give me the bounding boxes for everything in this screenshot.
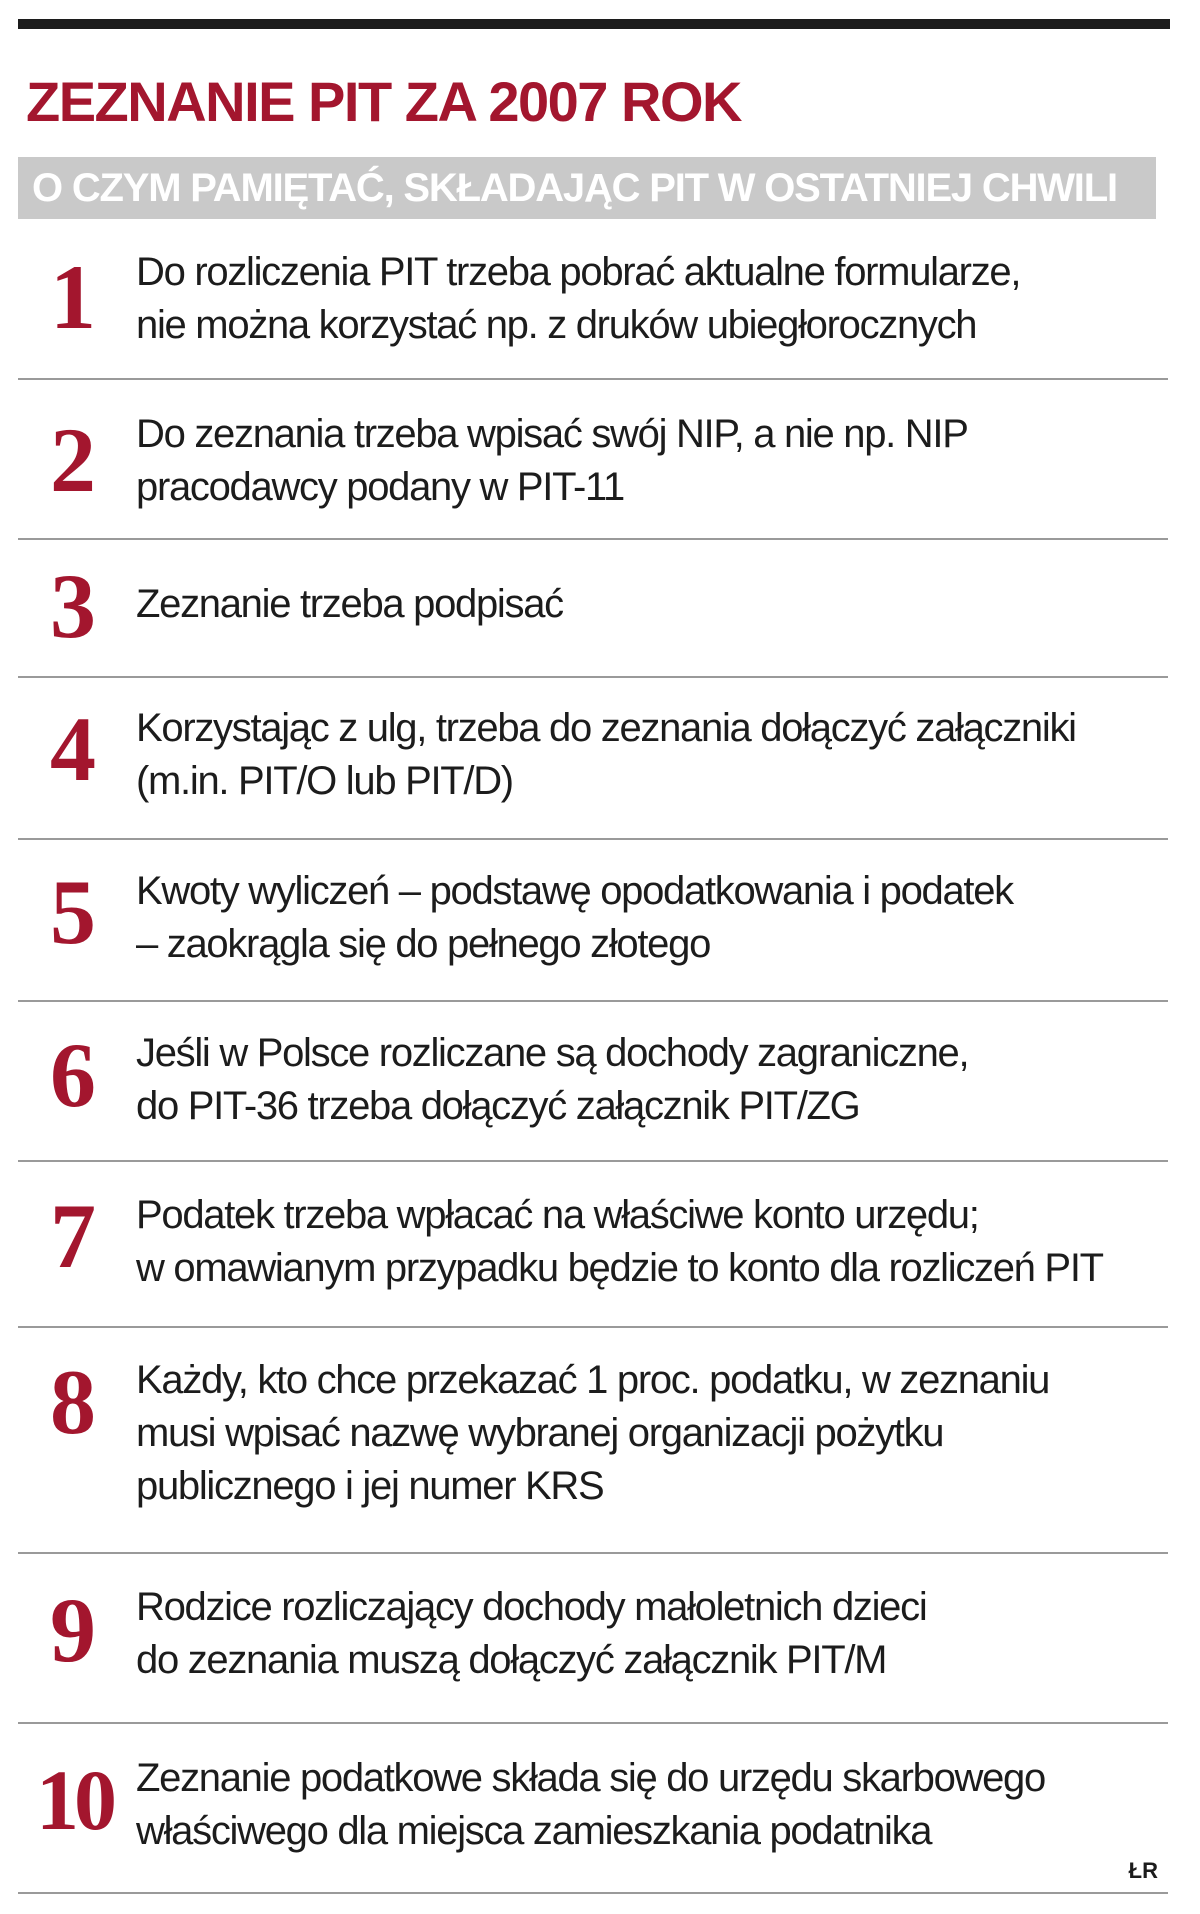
list-item	[18, 1554, 1168, 1724]
list-item	[18, 840, 1168, 1002]
item-text: Podatek trzeba wpłacać na właściwe konto urzędu; w omawianym przypadku będzie to konto dla rozliczeń PIT	[136, 1193, 1103, 1290]
top-rule	[18, 19, 1170, 29]
item-number: 10	[36, 1752, 112, 1848]
item-text: Kwoty wyliczeń – podstawę opodatkowania i podatek – zaokrągla się do pełnego złotego	[136, 869, 1013, 966]
item-text: Każdy, kto chce przekazać 1 proc. podatku, w zeznaniu musi wpisać nazwę wybranej organizacji pożytku publicznego i jej numer KRS	[136, 1358, 1050, 1508]
list-item	[18, 220, 1168, 380]
item-text: Zeznanie podatkowe składa się do urzędu skarbowego właściwego dla miejsca zamieszkania podatnika	[136, 1756, 1045, 1853]
subtitle: O CZYM PAMIĘTAĆ, SKŁADAJĄC PIT W OSTATNIEJ CHWILI	[32, 166, 1117, 210]
checklist	[18, 220, 1168, 1894]
subtitle-bar	[18, 157, 1156, 219]
item-number: 9	[50, 1579, 96, 1681]
item-number: 1	[50, 246, 96, 348]
list-item	[18, 1002, 1168, 1162]
item-text: Rodzice rozliczający dochody małoletnich dzieci do zeznania muszą dołączyć załącznik PIT/M	[136, 1585, 927, 1682]
page-title: ZEZNANIE PIT ZA 2007 ROK	[26, 70, 741, 133]
list-item	[18, 380, 1168, 540]
list-item	[18, 1162, 1168, 1328]
item-number: 4	[50, 698, 96, 800]
item-number: 3	[50, 555, 96, 657]
item-text: Jeśli w Polsce rozliczane są dochody zagraniczne, do PIT-36 trzeba dołączyć załącznik PIT/ZG	[136, 1031, 969, 1128]
item-text: Korzystając z ulg, trzeba do zeznania dołączyć załączniki (m.in. PIT/O lub PIT/D)	[136, 706, 1076, 803]
item-number: 6	[50, 1024, 96, 1126]
list-item	[18, 1328, 1168, 1554]
item-number: 2	[50, 409, 96, 511]
item-text: Zeznanie trzeba podpisać	[136, 582, 563, 626]
list-item	[18, 1724, 1168, 1894]
item-text: Do rozliczenia PIT trzeba pobrać aktualne formularze, nie można korzystać np. z druków ubiegłorocznych	[136, 250, 1021, 347]
item-number: 8	[50, 1351, 96, 1453]
author-initials: ŁR	[1128, 1858, 1158, 1883]
item-text: Do zeznania trzeba wpisać swój NIP, a nie np. NIP pracodawcy podany w PIT-11	[136, 412, 968, 509]
item-number: 5	[50, 861, 96, 963]
list-item	[18, 678, 1168, 840]
item-number: 7	[50, 1185, 96, 1287]
list-item	[18, 540, 1168, 678]
